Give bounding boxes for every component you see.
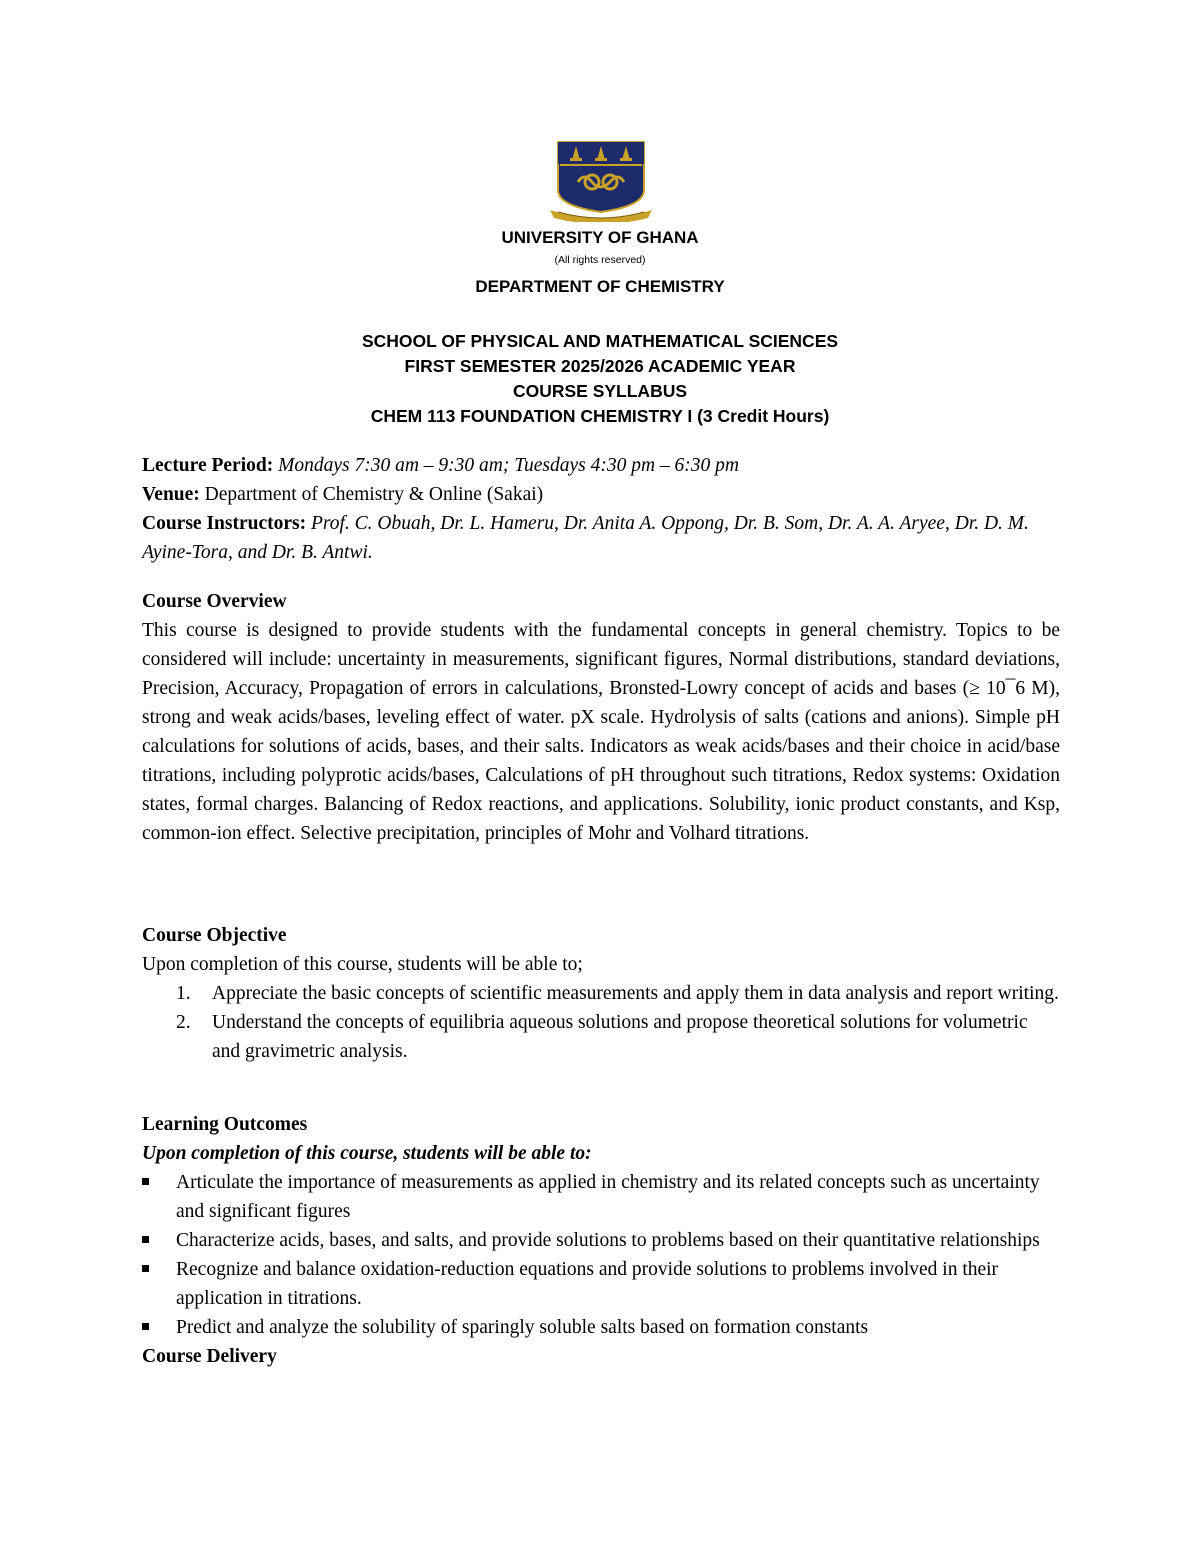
lecture-period [142, 451, 1060, 480]
venue-value: Department of Chemistry & Online (Sakai) [204, 484, 544, 505]
venue-label: Venue: [142, 484, 200, 505]
rights-note: (All rights reserved) [554, 254, 646, 266]
learning-outcomes-intro: Upon completion of this course, students will be able to: [142, 1143, 592, 1164]
course-delivery-heading: Course Delivery [142, 1346, 277, 1367]
objective-list [142, 979, 1060, 1066]
list-item [142, 1008, 1060, 1066]
course-overview-text: This course is designed to provide students with the fundamental concepts in general chemistry. Topics to be considered will include: uncertainty in measurements, significant figures, Normal distributions, standard deviations, Precision, Accuracy, Propagation of errors in calculations, Bronsted-Lowry concept of acids and bases (≥ 10¯6 M), strong and weak acids/bases, leveling effect of water. pX scale. Hydrolysis of salts (cations and anions). Simple pH calculations for solutions of acids, bases, and their salts. Indicators as weak acids/bases and their choice in acid/base titrations, including polyprotic acids/bases, Calculations of pH throughout such titrations, Redox systems: Oxidation states, formal charges. Balancing of Redox reactions, and applications. Solubility, ionic product constants, and Ksp, common-ion effect. Selective precipitation, principles of Mohr and Volhard titrations. [142, 620, 1060, 844]
list-item-text: Recognize and balance oxidation-reduction equations and provide solutions to problems involved in their application in titrations. [176, 1259, 999, 1309]
course-overview-section [142, 587, 1060, 848]
school-name: SCHOOL OF PHYSICAL AND MATHEMATICAL SCIENCES [361, 331, 839, 351]
learning-outcomes-heading: Learning Outcomes [142, 1114, 308, 1135]
list-item [142, 979, 1060, 1008]
list-number: 2. [176, 1012, 191, 1033]
list-item-text: Characterize acids, bases, and salts, and provide solutions to problems based on their quantitative relationships [176, 1230, 1040, 1251]
list-item-text: Appreciate the basic concepts of scientific measurements and apply them in data analysis and report writing. [212, 983, 1059, 1004]
lecture-period-label: Lecture Period: [142, 455, 274, 476]
semester-line: FIRST SEMESTER 2025/2026 ACADEMIC YEAR [404, 356, 796, 376]
instructors [142, 509, 1060, 567]
list-item [142, 1255, 1060, 1313]
course-overview-heading: Course Overview [142, 591, 287, 612]
list-item-text: Articulate the importance of measurements as applied in chemistry and its related concepts such as uncertainty and significant figures [176, 1172, 1040, 1222]
list-item-text: Predict and analyze the solubility of sparingly soluble salts based on formation constants [176, 1317, 869, 1338]
list-item [142, 1226, 1060, 1255]
instructors-value: Prof. C. Obuah, Dr. L. Hameru, Dr. Anita A. Oppong, Dr. B. Som, Dr. A. A. Aryee, Dr. D. M. Ayine-Tora, and Dr. B. Antwi. [142, 513, 1029, 563]
square-bullet-icon [142, 1236, 149, 1243]
square-bullet-icon [142, 1178, 149, 1185]
list-item-text: Understand the concepts of equilibria aqueous solutions and propose theoretical solutions for volumetric and gravimetric analysis. [212, 1012, 1028, 1062]
list-number: 1. [176, 983, 191, 1004]
list-item [142, 1168, 1060, 1226]
instructors-label: Course Instructors: [142, 513, 307, 534]
lecture-period-value: Mondays 7:30 am – 9:30 am; Tuesdays 4:30 pm – 6:30 pm [278, 455, 740, 476]
course-objective-section [142, 921, 1060, 1066]
course-objective-heading: Course Objective [142, 925, 287, 946]
university-crest-icon [548, 140, 654, 222]
document-type: COURSE SYLLABUS [512, 381, 688, 401]
square-bullet-icon [142, 1323, 149, 1330]
learning-outcomes-section [142, 1110, 1060, 1371]
course-objective-intro: Upon completion of this course, students will be able to; [142, 954, 583, 975]
list-item [142, 1313, 1060, 1342]
course-title: CHEM 113 FOUNDATION CHEMISTRY I (3 Credit Hours) [370, 406, 830, 426]
university-name: UNIVERSITY OF GHANA [501, 228, 699, 247]
title-block [0, 329, 1200, 429]
department-name: DEPARTMENT OF CHEMISTRY [475, 277, 725, 296]
outcomes-list [142, 1168, 1060, 1342]
course-meta [142, 451, 1060, 567]
square-bullet-icon [142, 1265, 149, 1272]
venue [142, 480, 1060, 509]
